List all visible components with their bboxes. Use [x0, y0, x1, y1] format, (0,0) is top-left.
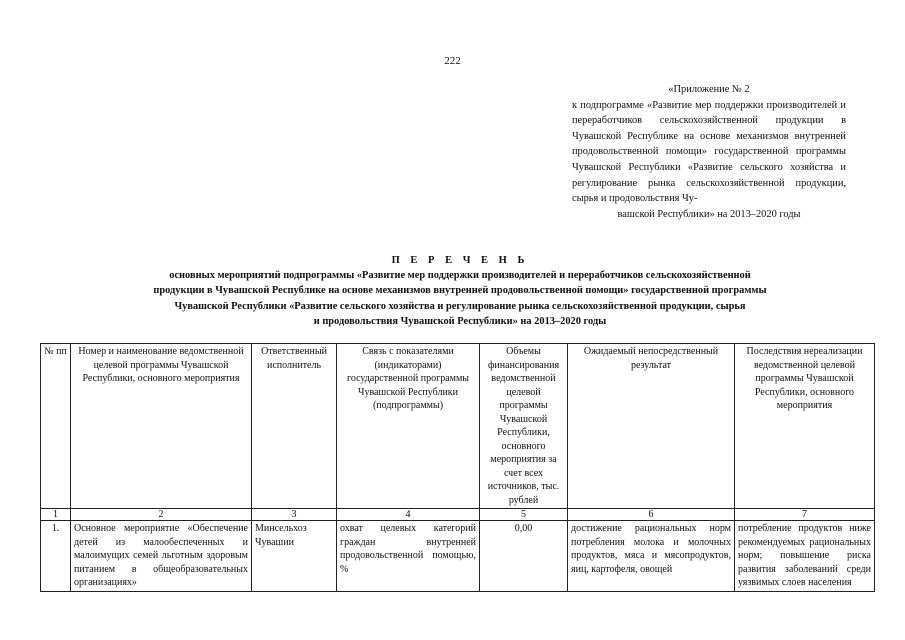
header-cell-expected-result: Ожидаемый непосредственный результат: [568, 344, 735, 509]
heading-subtitle-line: основных мероприятий подпрограммы «Развитие мер поддержки производителей и переработчиков сельскохозяйственной: [169, 270, 751, 281]
column-number-row: [41, 509, 875, 521]
column-number: 3: [252, 509, 337, 521]
document-heading: [40, 253, 880, 330]
column-number: 7: [735, 509, 875, 521]
column-number: 6: [568, 509, 735, 521]
measures-table: [40, 343, 875, 592]
header-cell-executor: Ответственный исполнитель: [252, 344, 337, 509]
row-indicator: охват целевых категорий граждан внутренней продовольственной помощью, %: [337, 521, 480, 592]
row-funding: 0,00: [480, 521, 568, 592]
header-cell-number: № пп: [41, 344, 71, 509]
header-cell-program-name: Номер и наименование ведомственной целевой программы Чувашской Республики, основного мероприятия: [71, 344, 252, 509]
heading-subtitle: [40, 268, 880, 330]
appendix-title: «Приложение № 2: [668, 84, 750, 95]
header-cell-indicators: Связь с показателями (индикаторами) государственной программы Чувашской Республики (подпрограммы): [337, 344, 480, 509]
header-cell-consequences: Последствия нереализации ведомственной целевой программы Чувашской Республики, основного мероприятия: [735, 344, 875, 509]
column-number: 2: [71, 509, 252, 521]
heading-subtitle-line: продукции в Чувашской Республике на основе механизмов внутренней продовольственной помощи» государственной программы: [153, 285, 767, 297]
row-executor: Минсельхоз Чувашии: [252, 521, 337, 592]
appendix-body: к подпрограмме «Развитие мер поддержки производителей и переработчиков сельскохозяйственной продукции в Чувашской Республике на основе механизмов внутренней продовольственной помощи» государственной программы Чувашской Республики «Развитие сельского хозяйства и регулирование рынка сельскохозяйственной продукции, сырья и продовольствия Чу-: [572, 99, 846, 205]
row-consequences: потребление продуктов ниже рекомендуемых рациональных норм; повышение риска развития заболеваний среди уязвимых слоев населения: [735, 521, 875, 592]
column-number: 5: [480, 509, 568, 521]
appendix-note: [572, 82, 846, 222]
appendix-last-line: вашской Республики» на 2013–2020 годы: [617, 208, 801, 220]
header-cell-funding: Объемы финансирования ведомственной целевой программы Чувашской Республики, основного мероприятия за счет всех источников, тыс. рублей: [480, 344, 568, 509]
heading-subtitle-line: и продовольствия Чувашской Республики» на 2013–2020 годы: [313, 316, 607, 328]
column-number: 4: [337, 509, 480, 521]
column-number: 1: [41, 509, 71, 521]
row-program-name: Основное мероприятие «Обеспечение детей из малообеспеченных и малоимущих семей льготным здоровым питанием в общеобразовательных организациях»: [71, 521, 252, 592]
row-number: 1.: [41, 521, 71, 592]
table-row: [41, 521, 875, 592]
heading-title: П Е Р Е Ч Е Н Ь: [391, 255, 529, 266]
row-expected-result: достижение рациональных норм потребления молока и молочных продуктов, мяса и мясопродуктов, яиц, картофеля, овощей: [568, 521, 735, 592]
heading-subtitle-line: Чувашской Республики «Развитие сельского хозяйства и регулирование рынка сельскохозяйственной продукции, сырья: [174, 300, 746, 312]
page-number: 222: [444, 55, 461, 67]
table-header-row: [41, 344, 875, 509]
